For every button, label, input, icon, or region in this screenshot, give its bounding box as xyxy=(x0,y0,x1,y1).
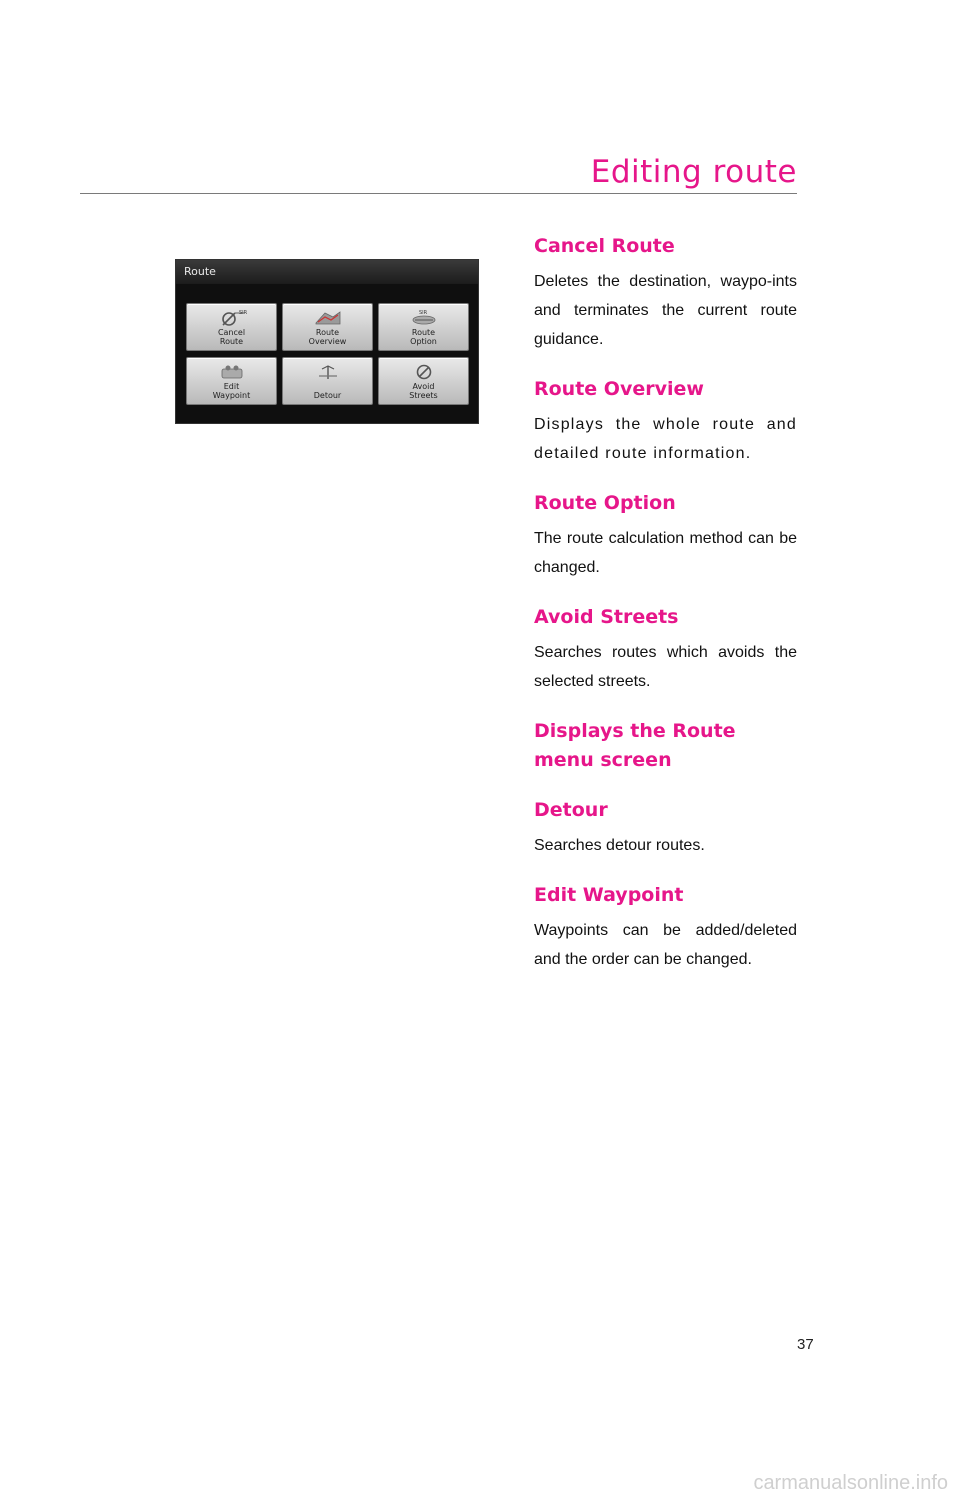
section-avoid-streets xyxy=(534,603,797,696)
cancel-route-button[interactable] xyxy=(186,303,277,351)
edit-waypoint-icon xyxy=(217,363,247,381)
screen-title: Route xyxy=(184,265,216,278)
route-menu-screenshot xyxy=(175,259,479,424)
section-cancel-route xyxy=(534,232,797,354)
section-heading: Cancel Route xyxy=(534,235,675,257)
section-heading: Detour xyxy=(534,799,608,821)
title-divider xyxy=(80,193,797,194)
svg-text:SIR: SIR xyxy=(418,310,427,316)
section-edit-waypoint xyxy=(534,881,797,974)
tile-label: Cancel Route xyxy=(217,328,246,346)
section-heading: Route Option xyxy=(534,492,676,514)
page-title: Editing route xyxy=(590,154,797,190)
section-body: Deletes the destination, waypo-ints and terminates the current route guidance. xyxy=(534,273,797,348)
tile-label: Route Overview xyxy=(308,328,347,346)
section-route-menu-screen xyxy=(534,717,797,775)
tile-label: Route Option xyxy=(410,328,437,346)
route-overview-icon xyxy=(313,309,343,327)
section-heading: Avoid Streets xyxy=(534,606,679,628)
tile-label: Detour xyxy=(313,391,342,400)
svg-text:SIR: SIR xyxy=(238,310,247,316)
avoid-streets-button[interactable] xyxy=(378,357,469,405)
route-menu-grid xyxy=(186,303,470,409)
page-number: 37 xyxy=(797,1336,814,1353)
section-body: Searches detour routes. xyxy=(534,837,705,854)
cancel-route-icon xyxy=(217,309,247,327)
tile-label: Avoid Streets xyxy=(409,382,438,400)
section-body: The route calculation method can be changed. xyxy=(534,530,797,576)
descriptions-column xyxy=(534,232,797,974)
section-body: Displays the whole route and detailed route information. xyxy=(534,416,797,462)
route-option-icon xyxy=(409,309,439,327)
section-heading: Edit Waypoint xyxy=(534,884,684,906)
avoid-streets-icon xyxy=(409,363,439,381)
route-overview-button[interactable] xyxy=(282,303,373,351)
detour-icon xyxy=(313,363,343,381)
detour-button[interactable] xyxy=(282,357,373,405)
watermark: carmanualsonline.info xyxy=(753,1472,948,1494)
section-heading: Displays the Route menu screen xyxy=(534,720,736,771)
section-route-overview xyxy=(534,375,797,468)
section-body: Waypoints can be added/deleted and the order can be changed. xyxy=(534,922,797,968)
section-detour xyxy=(534,796,797,860)
route-option-button[interactable] xyxy=(378,303,469,351)
section-heading: Route Overview xyxy=(534,378,704,400)
tile-label: Edit Waypoint xyxy=(212,382,251,400)
section-body: Searches routes which avoids the selected streets. xyxy=(534,644,797,690)
edit-waypoint-button[interactable] xyxy=(186,357,277,405)
section-route-option xyxy=(534,489,797,582)
screen-header xyxy=(176,260,478,284)
